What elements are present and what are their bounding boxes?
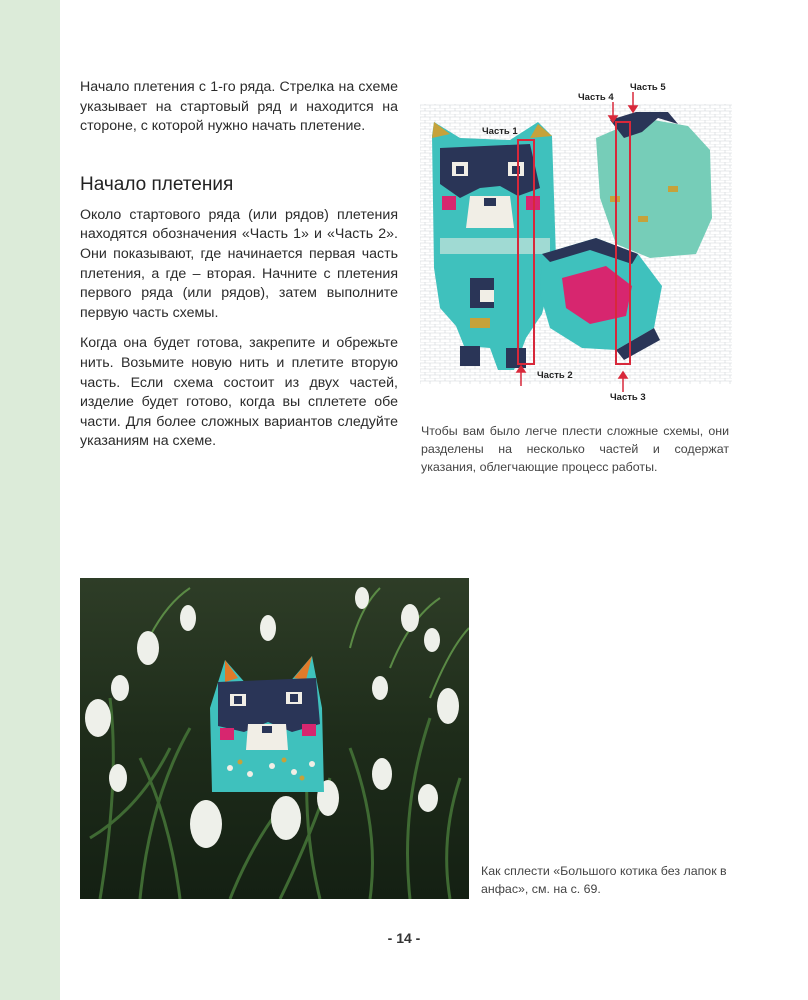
intro-paragraph: Начало плетения с 1-го ряда. Стрелка на схеме указывает на стартовый ряд и находится на стороне, с которой нужно начать плетение. [80,79,398,135]
cat-cheek-left [442,196,456,210]
section-heading: Начало плетения [80,173,234,195]
bead-scheme [410,78,740,408]
page-side-band [0,0,60,1000]
label-part2: Часть 2 [537,370,573,381]
label-part4: Часть 4 [578,92,614,103]
label-part3: Часть 3 [610,392,646,403]
label-part5: Часть 5 [630,82,666,93]
photo-caption: Как сплести «Большого котика без лапок в анфас», см. на с. 69. [481,864,727,896]
text-column [80,78,398,463]
scheme-caption: Чтобы вам было легче плести сложные схемы, они разделены на несколько частей и содержат указания, облегчающие процесс работы. [421,424,729,474]
label-part1: Часть 1 [482,126,518,137]
body-paragraph: Около стартового ряда (или рядов) плетения находятся обозначения «Часть 1» и «Часть 2». Они показывают, где начинается первая часть плетения, а где – вторая. Начните с плетения первого ряда (или рядов), затем выполните первую часть схемы. [80,206,398,321]
page-number: - 14 - [387,930,421,946]
body-paragraph: Когда она будет готова, закрепите и обрежьте нить. Возьмите новую нить и плетите вторую часть. Если схема состоит из двух частей, изделие будет готово, когда вы сплетете обе части. Для более сложных вариантов следуйте указаниям на схеме. [80,335,398,450]
cat-photo [80,578,469,899]
